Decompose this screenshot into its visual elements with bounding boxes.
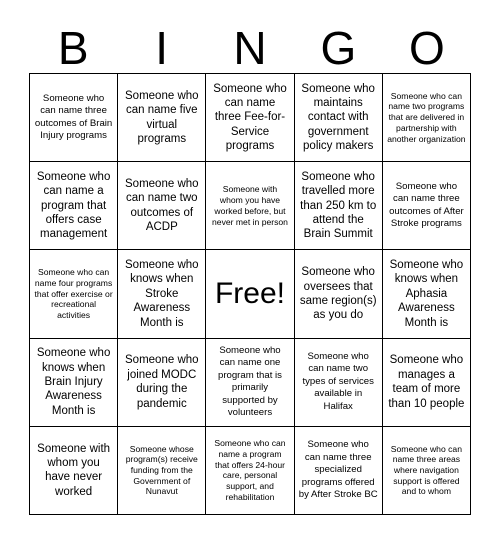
bingo-cell[interactable] [118, 339, 206, 427]
bingo-cell[interactable] [30, 427, 118, 515]
bingo-cell[interactable] [118, 250, 206, 338]
cell-text: Someone who can name one program that is primarily supported by volunteers [217, 344, 282, 419]
bingo-header [29, 22, 471, 74]
bingo-cell[interactable] [383, 74, 471, 162]
bingo-cell[interactable] [118, 427, 206, 515]
cell-text: Someone who can name three areas where navigation support is offered and to whom [390, 443, 462, 497]
cell-text: Someone who can name three Fee-for-Service programs [213, 82, 287, 153]
cell-text: Someone who knows when Aphasia Awareness Month is [389, 259, 464, 329]
bingo-cell[interactable] [295, 162, 383, 250]
cell-text: Someone who can name a program that offers 24-hour care, personal support, and rehabilitation [214, 438, 286, 502]
bingo-cell[interactable] [295, 427, 383, 515]
cell-text: Someone who knows when Stroke Awareness Month is [125, 259, 199, 329]
bingo-cell[interactable] [30, 162, 118, 250]
bingo-cell[interactable] [295, 250, 383, 338]
cell-text: Someone with whom you have never worked [37, 442, 111, 498]
bingo-cell[interactable] [383, 162, 471, 250]
free-space[interactable] [206, 250, 294, 338]
cell-text: Someone who can name two types of services available in Halifax [302, 351, 374, 412]
cell-text: Someone who joined MODC during the pandemic [125, 354, 199, 410]
bingo-cell[interactable] [118, 74, 206, 162]
bingo-cell[interactable] [30, 74, 118, 162]
bingo-cell[interactable] [206, 74, 294, 162]
cell-text: Someone who travelled more than 250 km to attend the Brain Summit [300, 170, 377, 241]
bingo-cell[interactable] [206, 162, 294, 250]
header-letter-g: G [320, 22, 357, 74]
bingo-cell[interactable] [30, 250, 118, 338]
cell-text: Someone who can name three outcomes of Brain Injury programs [34, 92, 113, 142]
cell-text: Someone whose program(s) receive funding from the Government of Nunavut [125, 443, 198, 497]
cell-text: Someone who maintains contact with government policy makers [301, 82, 375, 153]
free-space-label: Free! [214, 276, 285, 310]
cell-text: Someone with whom you have worked before, but never met in person [212, 184, 288, 227]
bingo-cell[interactable] [206, 339, 294, 427]
cell-text: Someone who can name two programs that are delivered in partnership with another organization [387, 90, 466, 144]
bingo-cell[interactable] [383, 427, 471, 515]
cell-text: Someone who can name five virtual programs [125, 89, 199, 145]
header-letter-b: B [57, 22, 89, 74]
cell-text: Someone who can name three specialized programs offered by After Stroke BC [298, 439, 378, 501]
bingo-cell[interactable] [118, 162, 206, 250]
cell-text: Someone who can name a program that offers case management [36, 170, 111, 241]
bingo-cell[interactable] [30, 339, 118, 427]
cell-text: Someone who knows when Brain Injury Awareness Month is [36, 347, 111, 417]
bingo-cell[interactable] [295, 74, 383, 162]
bingo-board [29, 73, 471, 515]
header-letter-n: N [233, 22, 267, 74]
cell-text: Someone who can name four programs that offer exercise or recreational activities [34, 267, 113, 321]
bingo-cell[interactable] [383, 250, 471, 338]
cell-text: Someone who can name two outcomes of ACDP [125, 178, 199, 234]
header-letter-o: O [408, 22, 445, 74]
cell-text: Someone who oversees that same region(s) as you do [299, 266, 377, 322]
bingo-cell[interactable] [295, 339, 383, 427]
cell-text: Someone who manages a team of more than 10 people [388, 354, 465, 410]
cell-text: Someone who can name three outcomes of After Stroke programs [389, 180, 464, 230]
bingo-cell[interactable] [383, 339, 471, 427]
header-letter-i: I [155, 22, 168, 74]
bingo-cell[interactable] [206, 427, 294, 515]
